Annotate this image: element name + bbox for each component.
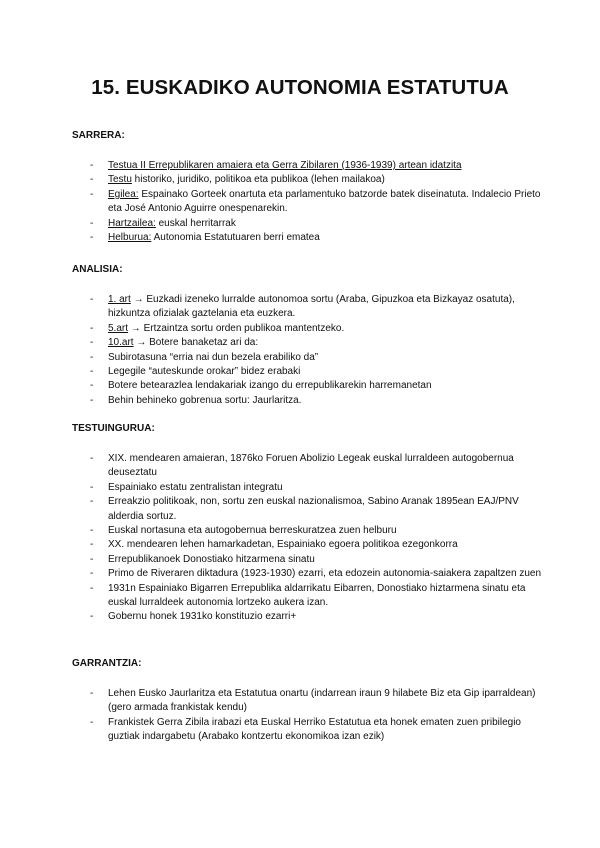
item-text: 1931n Espainiako Bigarren Errepublika aldarrikatu Eibarren, Donostiako hiztarmena sinatu eta euskal lurraldeek autonomia lortzeko aukera izan. xyxy=(108,582,526,609)
list-item xyxy=(72,351,542,365)
list-item xyxy=(72,322,542,336)
item-text: Botere betearazlea lendakariak izango du errepublikarekin harremanetan xyxy=(108,380,432,392)
list-item xyxy=(72,173,542,187)
list-item xyxy=(72,582,542,611)
item-label: Egilea: xyxy=(108,188,139,200)
item-text: Frankistek Gerra Zibila irabazi eta Euskal Herriko Estatutua eta honek ematen zuen pribilegio guztiak indargabetu (Arabako kontzertu ekonomikoa izan ezik) xyxy=(108,716,521,743)
section-heading: ANALISIA: xyxy=(72,264,123,275)
item-text: Espainako Gorteek onartuta eta parlamentuko batzorde batek diseinatuta. Indalecio Prieto eta José Antonio Aguirre onespenarekin. xyxy=(108,188,541,215)
list-item xyxy=(72,553,542,567)
item-text: Legegile “auteskunde orokar” bidez erabaki xyxy=(108,366,301,378)
item-label: Helburua: xyxy=(108,232,152,244)
item-text: → Botere banaketaz ari da: xyxy=(133,337,259,349)
item-label: 5.art xyxy=(108,322,129,334)
section-garrantzia xyxy=(72,657,542,745)
item-label: 1. art xyxy=(108,294,131,305)
list-item xyxy=(72,567,542,581)
item-text: XX. mendearen lehen hamarkadetan, Espainiako egoera politikoa ezegonkorra xyxy=(108,539,458,551)
item-list xyxy=(72,452,542,625)
list-item xyxy=(72,524,542,538)
list-item xyxy=(72,538,542,552)
list-item xyxy=(72,217,542,231)
item-text: → Ertzaintza sortu orden publikoa mantentzeko. xyxy=(128,322,345,334)
section-analisia xyxy=(72,263,542,408)
item-text: Gobernu honek 1931ko konstituzio ezarri+ xyxy=(108,611,297,623)
item-text: euskal herritarrak xyxy=(155,217,236,229)
list-item xyxy=(72,610,542,624)
list-item xyxy=(72,293,542,322)
list-item xyxy=(72,365,542,379)
item-text: Errepublikanoek Donostiako hitzarmena sinatu xyxy=(108,553,315,565)
section-heading: TESTUINGURUA: xyxy=(72,423,155,434)
item-text: Lehen Eusko Jaurlaritza eta Estatutua onartu (indarrean iraun 9 hilabete Biz eta Gip iparraldean) (gero armada frankistak kendu) xyxy=(108,688,536,714)
item-text: XIX. mendearen amaieran, 1876ko Foruen Abolizio Legeak euskal lurraldeen autogobernua deuseztatu xyxy=(108,453,514,479)
item-text: Espainiako estatu zentralistan integratu xyxy=(108,481,283,493)
item-label: Testu xyxy=(108,174,132,186)
item-label: Hartzailea: xyxy=(108,217,156,229)
list-item xyxy=(72,452,542,481)
item-list xyxy=(72,159,542,245)
list-item xyxy=(72,336,542,350)
item-text: Erreakzio politikoak, non, sortu zen euskal nazionalismoa, Sabino Aranak 1895ean EAJ/PNV alderdia sortuz. xyxy=(108,496,519,522)
item-text: Euskal nortasuna eta autogobernua berreskuratzea zuen helburu xyxy=(108,525,397,537)
item-label: 10.art xyxy=(108,337,134,349)
item-text: Primo de Riveraren diktadura (1923-1930) ezarri, eta edozein autonomia-saiakera zapaltzen zuen xyxy=(108,568,542,580)
list-item xyxy=(72,394,542,408)
page-title: 15. EUSKADIKO AUTONOMIA ESTATUTUA xyxy=(91,76,509,99)
list-item xyxy=(72,231,542,245)
item-text: Behin behineko gobrenua sortu: Jaurlaritza. xyxy=(108,394,302,406)
item-label: Testua II Errepublikaren amaiera eta Gerra Zibilaren (1936-1939) artean idatzita xyxy=(108,160,462,171)
item-text: Subirotasuna “erria nai dun bezela erabiliko da” xyxy=(108,351,319,363)
item-list xyxy=(72,293,542,408)
section-sarrera xyxy=(72,129,542,245)
section-heading: SARRERA: xyxy=(72,130,125,141)
list-item xyxy=(72,379,542,393)
item-text: historiko, juridiko, politikoa eta publikoa (lehen mailakoa) xyxy=(131,174,385,186)
list-item xyxy=(72,188,542,217)
list-item xyxy=(72,687,542,716)
item-text: → Euzkadi izeneko lurralde autonomoa sortu (Araba, Gipuzkoa eta Bizkayaz osatuta), hizkuntza ofizialak gaztelania eta euzkera. xyxy=(108,294,515,320)
section-heading: GARRANTZIA: xyxy=(72,658,142,669)
item-text: Autonomia Estatutuaren berri ematea xyxy=(151,232,320,244)
list-item xyxy=(72,495,542,524)
list-item xyxy=(72,159,542,173)
list-item xyxy=(72,716,542,745)
list-item xyxy=(72,481,542,495)
item-list xyxy=(72,687,542,745)
section-testuingurua xyxy=(72,422,542,625)
